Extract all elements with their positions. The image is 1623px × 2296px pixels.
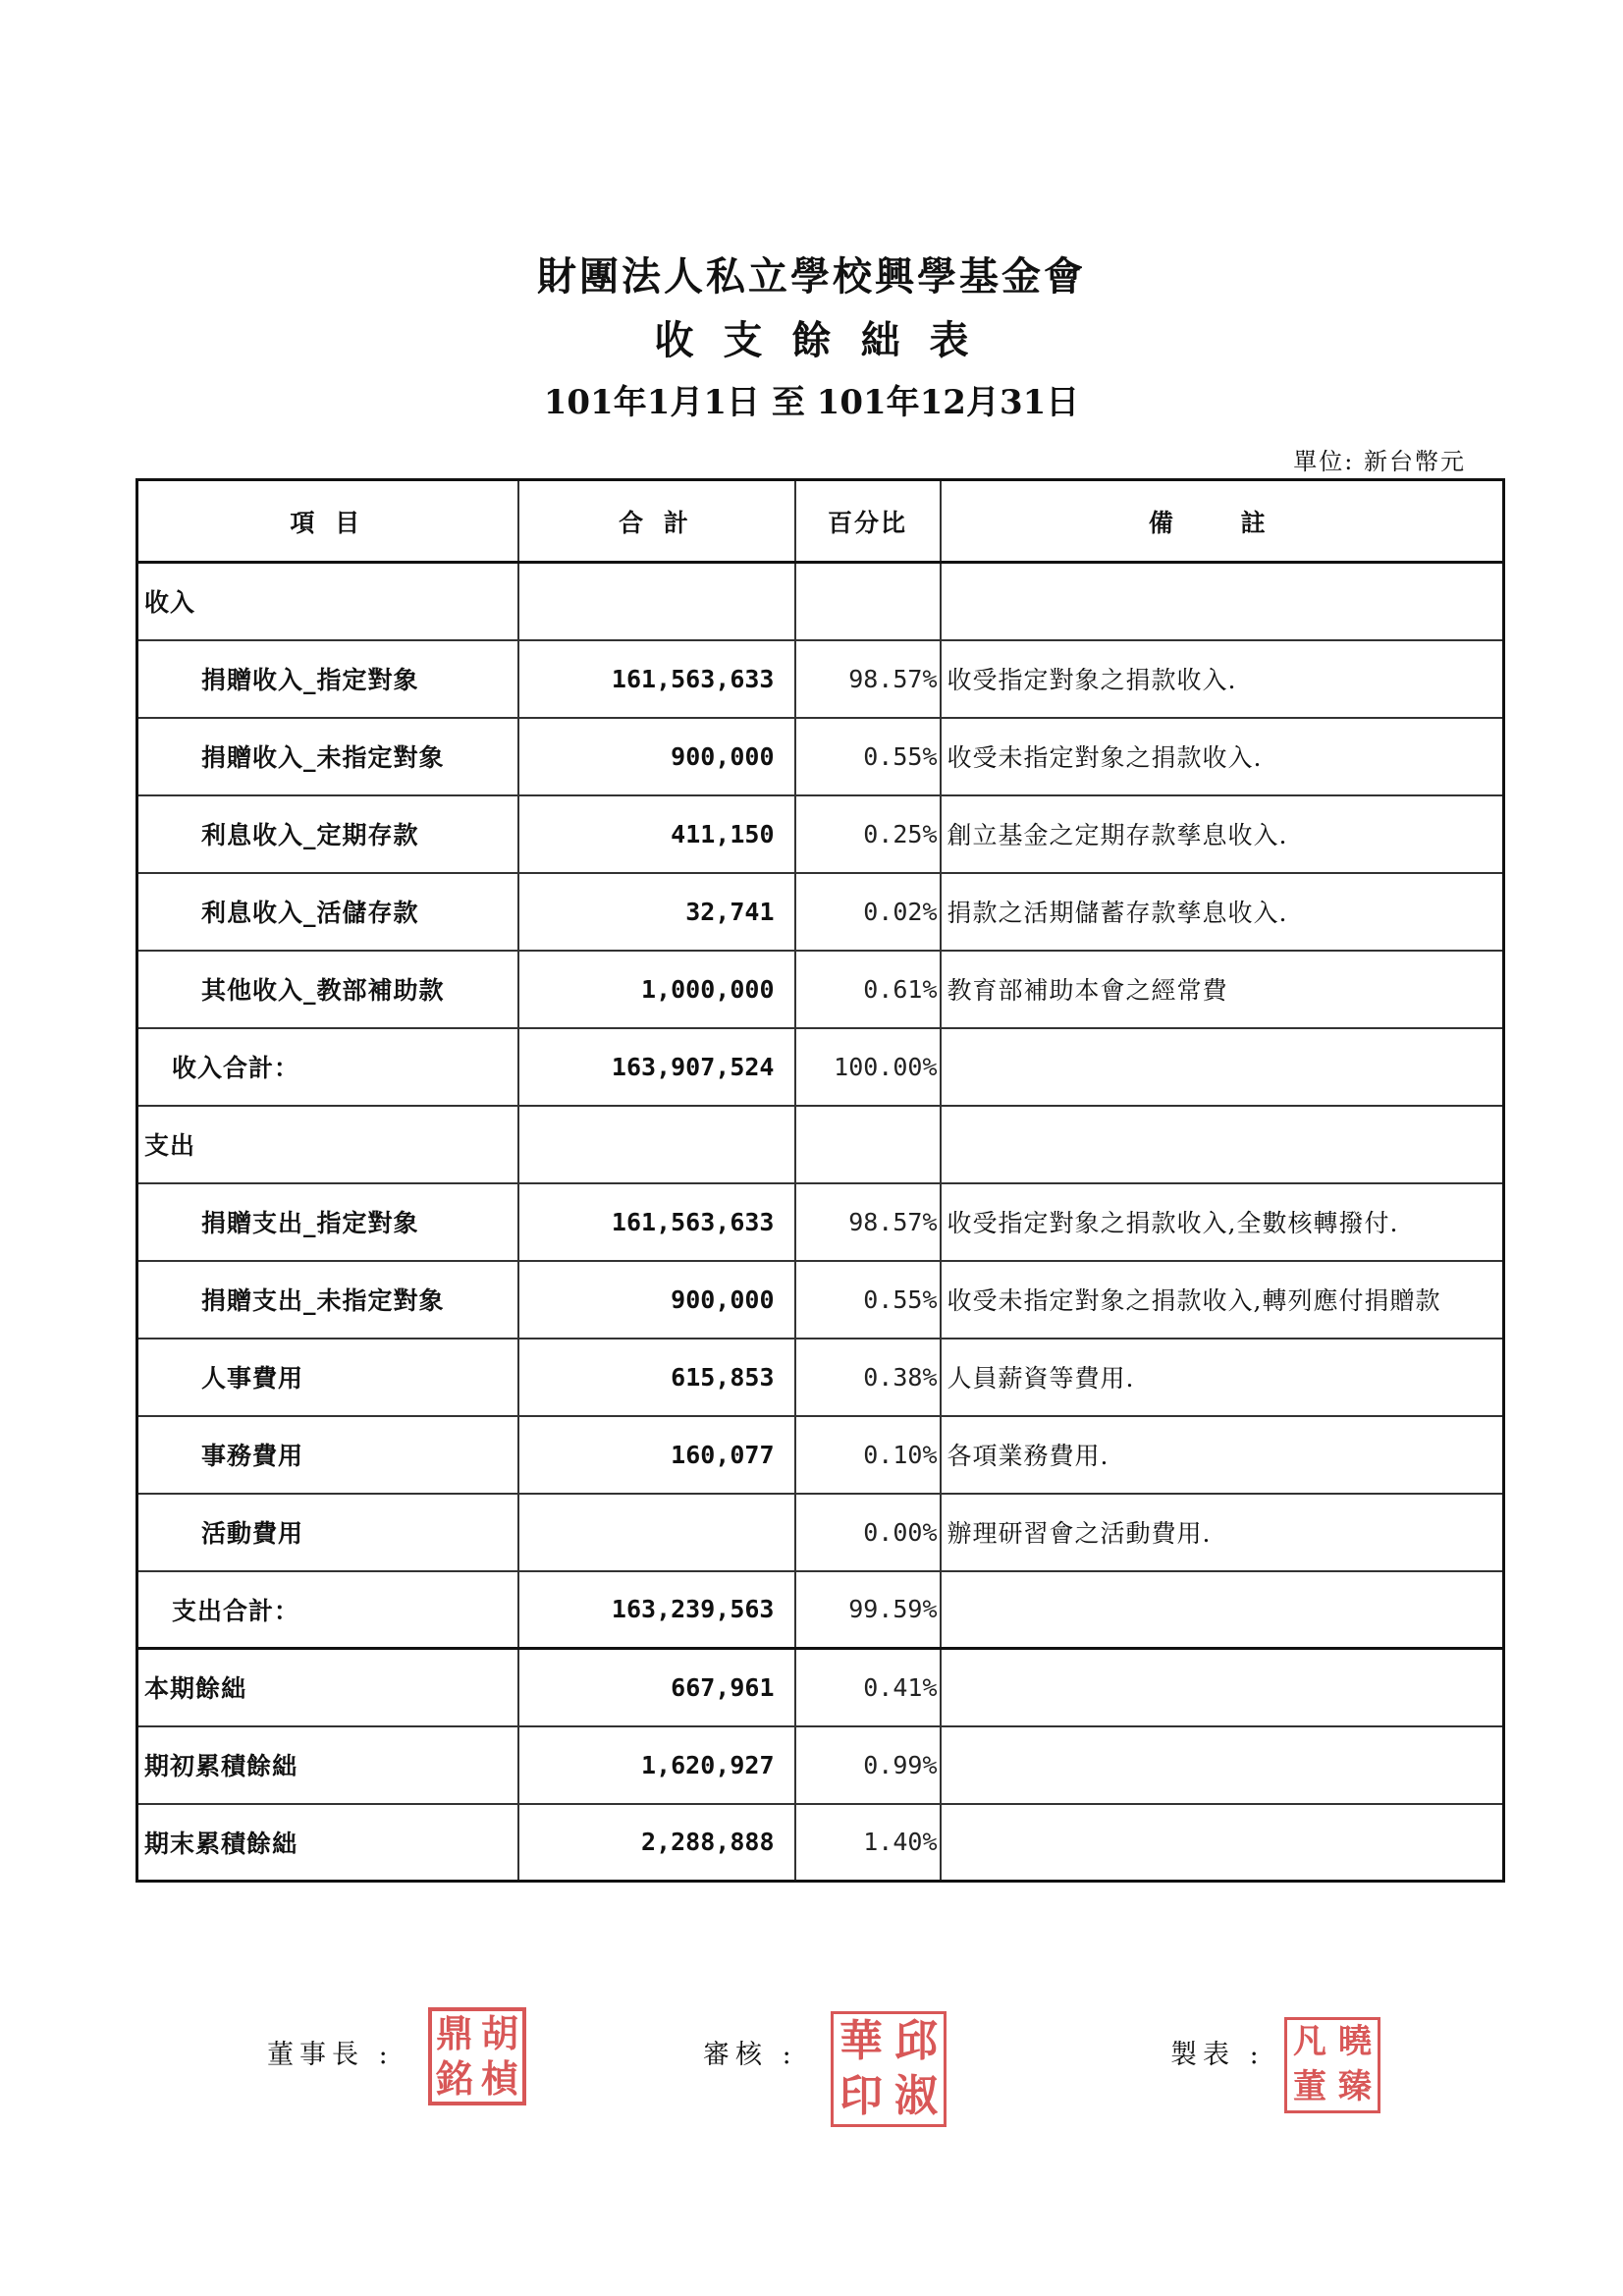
table-row <box>137 1339 1504 1416</box>
table-row <box>137 1804 1504 1882</box>
table-row <box>137 795 1504 873</box>
row-item-label: 期末累積餘絀 <box>137 1804 518 1882</box>
row-amount: 161,563,633 <box>518 1183 795 1261</box>
row-percent: 99.59% <box>795 1571 941 1649</box>
row-item-label: 人事費用 <box>137 1339 518 1416</box>
column-header-percent: 百分比 <box>795 480 941 563</box>
row-amount: 32,741 <box>518 873 795 951</box>
row-percent: 0.55% <box>795 1261 941 1339</box>
row-remark: 收受指定對象之捐款收入. <box>941 640 1504 718</box>
table-row <box>137 1726 1504 1804</box>
table-body <box>137 563 1504 1882</box>
seal-character: 鼎 <box>435 2011 473 2056</box>
row-amount: 161,563,633 <box>518 640 795 718</box>
row-item-label: 本期餘絀 <box>137 1649 518 1726</box>
table-row <box>137 1261 1504 1339</box>
row-percent: 0.00% <box>795 1494 941 1571</box>
row-percent: 0.99% <box>795 1726 941 1804</box>
row-remark <box>941 1106 1504 1183</box>
row-amount: 1,620,927 <box>518 1726 795 1804</box>
reviewer-label: 審核 : <box>703 2040 797 2070</box>
row-remark: 收受未指定對象之捐款收入. <box>941 718 1504 795</box>
row-amount: 900,000 <box>518 1261 795 1339</box>
row-amount <box>518 563 795 640</box>
row-percent <box>795 1106 941 1183</box>
row-item-label: 收入 <box>137 563 518 640</box>
row-percent: 0.55% <box>795 718 941 795</box>
row-amount: 667,961 <box>518 1649 795 1726</box>
row-percent: 0.10% <box>795 1416 941 1494</box>
table-row <box>137 1183 1504 1261</box>
row-percent: 0.41% <box>795 1649 941 1726</box>
row-item-label: 利息收入_定期存款 <box>137 795 518 873</box>
row-amount <box>518 1106 795 1183</box>
row-percent: 0.25% <box>795 795 941 873</box>
table-row <box>137 1494 1504 1571</box>
row-amount: 163,907,524 <box>518 1028 795 1106</box>
row-remark: 辦理研習會之活動費用. <box>941 1494 1504 1571</box>
table-row <box>137 1106 1504 1183</box>
row-item-label: 支出 <box>137 1106 518 1183</box>
report-period: 101年1月1日 至 101年12月31日 <box>543 383 1080 422</box>
row-item-label: 其他收入_教部補助款 <box>137 951 518 1028</box>
row-item-label: 捐贈支出_未指定對象 <box>137 1261 518 1339</box>
row-amount: 1,000,000 <box>518 951 795 1028</box>
row-remark <box>941 1804 1504 1882</box>
row-item-label: 捐贈收入_指定對象 <box>137 640 518 718</box>
row-amount <box>518 1494 795 1571</box>
row-percent: 1.40% <box>795 1804 941 1882</box>
preparer-seal <box>1284 2017 1380 2113</box>
seal-character: 華 <box>839 2015 883 2066</box>
income-expense-table <box>135 478 1505 1883</box>
row-amount: 900,000 <box>518 718 795 795</box>
row-remark: 各項業務費用. <box>941 1416 1504 1494</box>
table-row <box>137 1028 1504 1106</box>
table-header-row <box>137 480 1504 563</box>
row-item-label: 收入合計： <box>137 1028 518 1106</box>
seal-character: 淑 <box>894 2070 938 2121</box>
row-remark: 人員薪資等費用. <box>941 1339 1504 1416</box>
row-amount: 163,239,563 <box>518 1571 795 1649</box>
row-remark <box>941 1726 1504 1804</box>
row-amount: 2,288,888 <box>518 1804 795 1882</box>
row-remark: 教育部補助本會之經常費 <box>941 951 1504 1028</box>
row-percent: 0.02% <box>795 873 941 951</box>
chairman-seal <box>428 2007 526 2105</box>
seal-character: 楨 <box>480 2056 518 2102</box>
row-item-label: 事務費用 <box>137 1416 518 1494</box>
row-percent: 0.61% <box>795 951 941 1028</box>
row-item-label: 利息收入_活儲存款 <box>137 873 518 951</box>
row-remark <box>941 1649 1504 1726</box>
row-amount: 615,853 <box>518 1339 795 1416</box>
chairman-label: 董事長 : <box>267 2040 394 2070</box>
seal-character: 凡 <box>1293 2022 1326 2062</box>
row-item-label: 捐贈支出_指定對象 <box>137 1183 518 1261</box>
row-amount: 160,077 <box>518 1416 795 1494</box>
table-row <box>137 640 1504 718</box>
organization-title: 財團法人私立學校興學基金會 <box>537 253 1086 300</box>
table-row <box>137 873 1504 951</box>
column-header-remarks: 備 註 <box>941 480 1504 563</box>
row-remark <box>941 1571 1504 1649</box>
table-row <box>137 1571 1504 1649</box>
table-row <box>137 718 1504 795</box>
column-header-item: 項 目 <box>137 480 518 563</box>
table-row <box>137 1416 1504 1494</box>
row-remark: 收受未指定對象之捐款收入,轉列應付捐贈款 <box>941 1261 1504 1339</box>
column-header-total: 合 計 <box>518 480 795 563</box>
row-remark: 創立基金之定期存款孳息收入. <box>941 795 1504 873</box>
seal-character: 胡 <box>480 2011 518 2056</box>
row-percent: 100.00% <box>795 1028 941 1106</box>
row-percent: 98.57% <box>795 1183 941 1261</box>
row-percent <box>795 563 941 640</box>
row-remark <box>941 563 1504 640</box>
seal-character: 印 <box>839 2070 883 2121</box>
reviewer-seal <box>831 2011 947 2127</box>
table-row <box>137 563 1504 640</box>
row-percent: 98.57% <box>795 640 941 718</box>
table-row <box>137 1649 1504 1726</box>
row-item-label: 捐贈收入_未指定對象 <box>137 718 518 795</box>
row-item-label: 支出合計： <box>137 1571 518 1649</box>
row-amount: 411,150 <box>518 795 795 873</box>
seal-character: 銘 <box>435 2056 473 2102</box>
row-remark: 收受指定對象之捐款收入,全數核轉撥付. <box>941 1183 1504 1261</box>
seal-character: 臻 <box>1338 2067 1372 2107</box>
seal-character: 董 <box>1293 2067 1326 2107</box>
table-row <box>137 951 1504 1028</box>
row-item-label: 期初累積餘絀 <box>137 1726 518 1804</box>
row-remark: 捐款之活期儲蓄存款孳息收入. <box>941 873 1504 951</box>
currency-unit: 單位: 新台幣元 <box>1293 448 1466 475</box>
row-item-label: 活動費用 <box>137 1494 518 1571</box>
row-remark <box>941 1028 1504 1106</box>
seal-character: 曉 <box>1338 2022 1372 2062</box>
preparer-label: 製表 : <box>1170 2040 1265 2070</box>
row-percent: 0.38% <box>795 1339 941 1416</box>
report-title: 收支餘絀表 <box>654 317 999 363</box>
seal-character: 邱 <box>894 2015 938 2066</box>
